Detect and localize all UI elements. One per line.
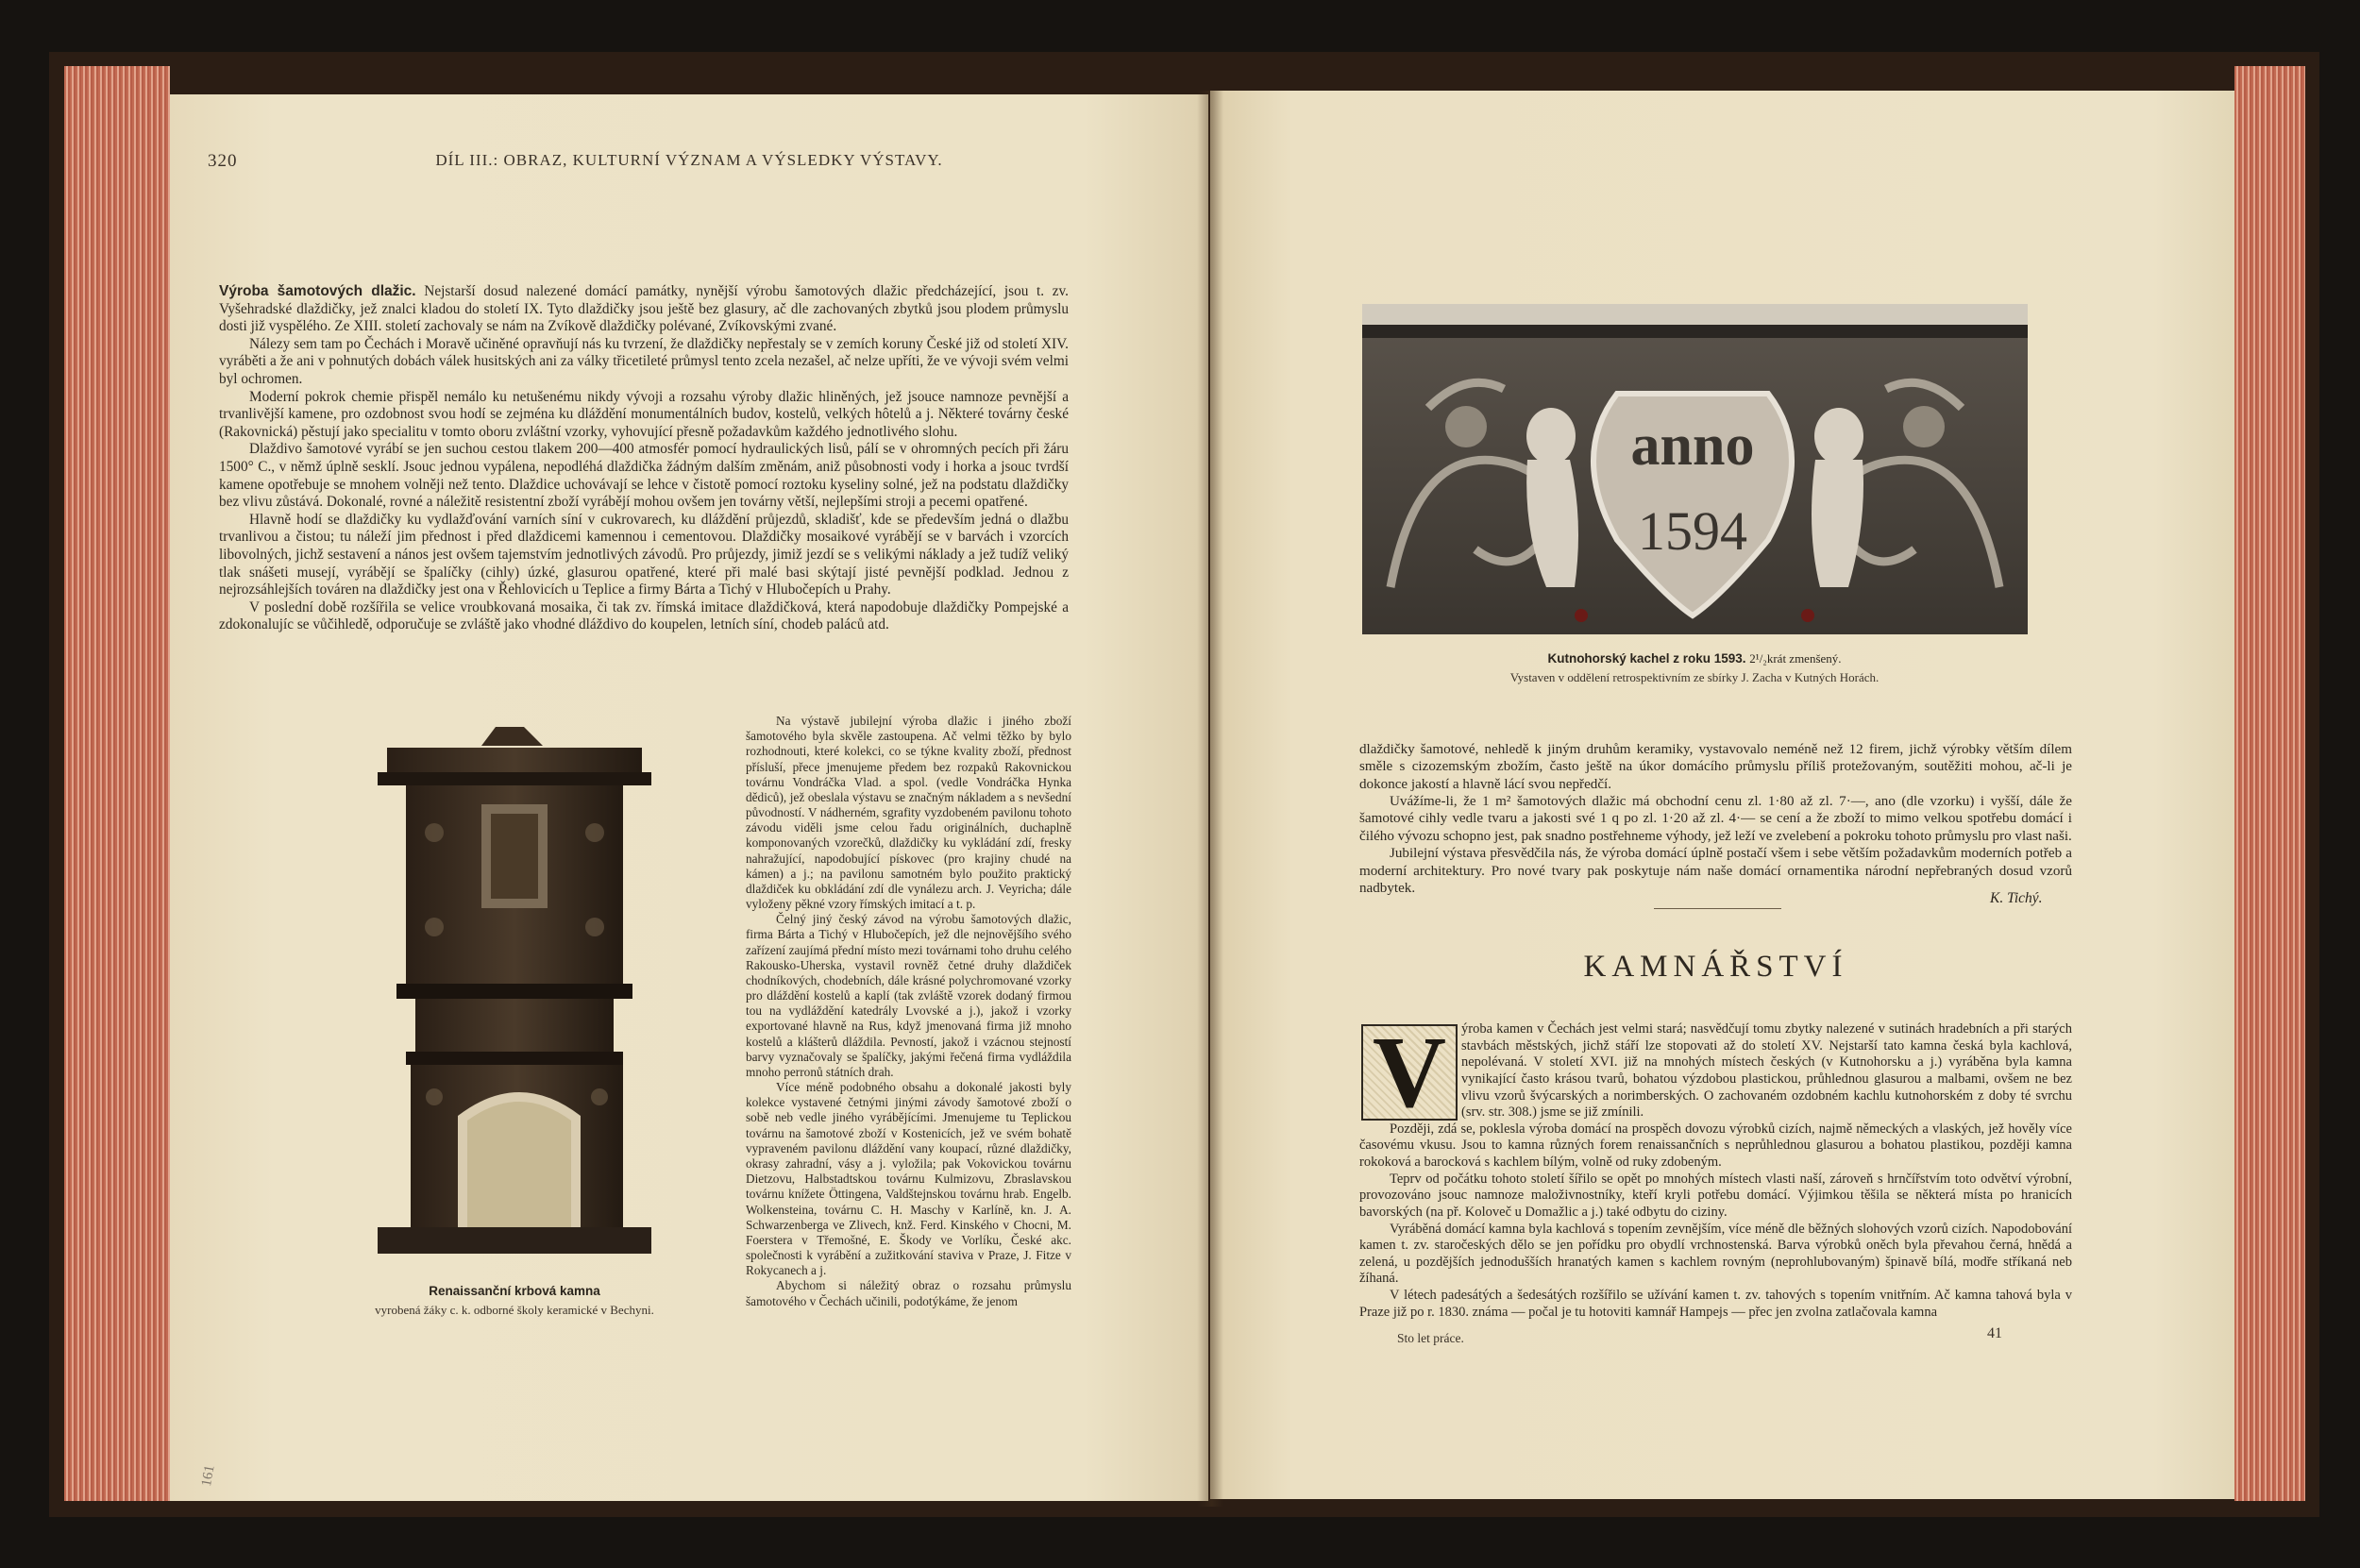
section-heading: Výroba šamotových dlažic. [219,283,416,299]
left-paragraph: Nálezy sem tam po Čechách i Moravě učiněné opravňují nás ku tvrzení, že dlaždičky nepřestaly se v zemích koruny České již od století XIV. vyráběti a že ani v pohnutých dobách válek husitských ani za války třicetileté průmysl tento zcela nezašel, ač nelze upříti, že ve vývoji svém velmi byl ochromen. [219,335,1069,387]
right-paragraph: Teprv od počátku tohoto století šířilo se opět po mnohých místech vlasti naší, zároveň s hrnčířstvím toto odvětví výrobní, provozováno jsouc namnoze maloživnostníky, kteří kryli potřebu domácí. Výjimkou těšila se některá místa po hranicích bavorských (na př. Kolovеč u Domažlic a j.) také odbytu do ciziny. [1359,1171,2072,1220]
left-running-title: DÍL III.: OBRAZ, KULTURNÍ VÝZNAM A VÝSLEDKY VÝSTAVY. [435,151,943,169]
right-paragraph: Uvážíme-li, že 1 m² šamotových dlažic má obchodní cenu zl. 1·80 až zl. 7·—, ano (dle vzorku) i vyšší, dále že šamotové cihly vedle tvaru a jakosti své 1 q po zl. 1·20 až zl. 4·— se cení a že zboží to mimo velkou spotřebu domácí i čilého vývozu schopno jest, pak snadno postřehneme výhody, jež leží ve zvelebení a pokroku tohoto průmyslu pro vlast naši. [1359,794,2072,844]
right-paragraph: dlaždičky šamotové, nehledě k jiným druhům keramiky, vystavovalo neméně než 12 firem, jichž výrobky větším dílem směle s cizozemským zbožím, často ještě na úkor domácího průmyslu příliš protežovaným, soutěžiti mohou, ač-li je dokonce jakostí a hlavně lácí svou nepředčí. [1359,742,2072,792]
left-paragraph: Dlaždivo šamotové vyrábí se jen suchou cestou tlakem 200—400 atmosfér pomocí hydraulických lisů, pálí se v ohromných pecích při žáru 1500° C., v němž úplně sesklí. Jsouc jednou vypálena, nepodléhá dlaždička žádným dalším změnám, aniž působnosti vody i horka a jsouc tvrdší kamene opotřebuje se mnohem volněji než tento. Dlaždice uchovávají se lehce v čistotě pomocí roztoku kyseliny solné, jež na podstatu dlaždičky bez vlivu zůstává. Dokonalé, rovné a náležitě resistentní zboží vyrábějí mohou ovšem jen továrny větší, nejlepšími stroji a pecemi opatřené. [219,441,1069,511]
tile-inscription-word: anno [1630,413,1755,478]
pencil-mark: 161 [198,1463,218,1488]
right-text-top [1359,741,2072,902]
left-column-paragraph: Čelný jiný český závod na výrobu šamotových dlažic, firma Bárta a Tichý v Hlubočepích, jež dle nejnovějšího svého zařízení zaujímá přední místo mezi továrnami toho druhu celého Rakousko-Uherska, vystavil rovněž četné druhy dlaždiček chodníkových, chodebních, dále krásné polychromované vzorky pro dláždění kostelů a kaplí (tak zvláště vzorek dodaný firmou tou na vydláždění katedrály Lvovské a j.), jakož i vzorky exportované hlavně na Rus, když jmenovaná firma již mnoho kostelů a klášterů dláždila. Pevností, jakož i vzácnou stejností barvy vyznačovaly se špalíčky, jakými řečená firma vydláždila mnoho perronů státních drah. [746,912,1071,1079]
tile-figure [1362,304,2028,634]
left-text-top [219,283,1069,713]
left-column-paragraph: Abychom si náležitý obraz o rozsahu průmyslu šamotového v Čechách učinili, podotýkáme, že jenom [746,1278,1071,1308]
left-paragraph: Hlavně hodí se dlaždičky ku vydlažďování varních síní v cukrovarech, ku dláždění průjezdů, skladišť, kde se především jedná o dlažbu trvanlivou a čistou; tu náleží jim přednost i před dlaždicemi kamennou i cementovou. Dlaždičky mosaikové vyrábějí se v barvách i vzorcích libovolných, jichž sestavení a nános jest ovšem tajemstvím jednotlivých závodů. Pro průjezdy, jimiž jezdí se s velikými náklady a jež tudíž veliký tlak snášeti musejí, vyrábějí se špalíčky (cihly) úzké, glasurou opatřené, které při malé basi skýtají jisté pevnější podklad. Jednou z nejrozsáhlejších továren na dlaždičky jest ona v Řehlovicích u Teplice a firmy Bárta a Tichý v Hlubočepích u Prahy. [219,511,1069,599]
tile-caption-scale: 2¹/₂krát zmenšený. [1749,651,1842,666]
drop-cap-letter: V [1373,1017,1446,1129]
right-paragraph: Vyráběná domácí kamna byla kachlová s topením zevnějším, více méně dle běžných slohových vzorů cizích. Napodobování kamen t. zv. staročeských dělo se jen pořídku pro obydlí vrchnostenská. Barva výrobků oněch byla převahou černá, hnědá a zelená, u pozdějších jednodušších hranatých kamen s kachlem rovným (neprohlubovaným) špinavě bílá, modře stříkaná neb žíhaná. [1359,1221,2072,1287]
left-page-edges [64,66,170,1501]
left-text-column [746,714,1071,1327]
section-title: KAMNÁŘSTVÍ [1583,950,1848,984]
right-paragraph: V létech padesátých a šedesátých rozšířilo se užívání kamen t. zv. tahových s topením vnitřním. Ač kamna tahová byla v Praze již po r. 1830. známa — počal je tu hotoviti kamnář Hampejs — přec jen zvolna zatlačovala kamna [1359,1288,2072,1320]
left-paragraph: Moderní pokrok chemie přispěl nemálo ku netušenému nikdy vývoji a rozsahu výroby dlažic hliněných, jež jsouce namnoze pevnější a trvanlivější kamene, pro ozdobnost svou hodí se zejména ku dláždění monumentálních budov, kostelů, velkých hôtelů a j. Některé továrny české (Rakovnická) pěstují jako specialitu v tomto oboru zvláštní vzorky, vyhovující přesně požadavkům každého jednotlivého slohu. [219,388,1069,440]
footer-signature: Sto let práce. [1397,1331,1464,1345]
right-page-edges [2234,66,2305,1501]
author-signature: K. Tichý. [1990,890,2043,906]
tile-caption-name: Kutnohorský kachel z roku 1593. [1547,651,1746,666]
tile-inscription-year: 1594 [1638,500,1747,562]
left-column-paragraph: Na výstavě jubilejní výroba dlažic i jiného zboží šamotového byla skvěle zastoupena. Ač velmi těžko by bylo rozhodnouti, které kolekci, co se týkne kvality zboží, přednost přísluší, přece jmenujeme předem bez rozpaků Rakovnickou továrnu Vondráčka Vlad. a spol. (vedle Vondráčka Hynka dědiců), jež obeslala výstavu se značným nákladem a s nevšední původností. V nádherném, sgrafity vyzdobeném pavilonu tohoto závodu viděli jsme celou řadu originálních, duchaplně komponovaných vzorečků, dlaždičky ku vykládání zdí, fresky nahražující, napodobující pískovec (pro krajiny chudé na kámen) a j.; na pavilonu samotném bylo použito praktický dlaždiček ku obkládání zdí dle vynálezu arch. J. Veyricha; dále vyloženy pěkné vzory římských imitací a t. p. [746,714,1071,912]
right-paragraph: ýroba kamen v Čechách jest velmi stará; nasvědčují tomu zbytky nalezené v sutinách hradebních a při starých stavbách městských, jichž stáří lze stopovati až do století XV. Nejstarší tato kamna česká byla kachlová, nepolévaná. V století XVI. již na mnohých místech českých (v Kutnohorsku a j.) vyráběna byla kamna vynikající často krásou tvarů, bohatou výzdobou plastickou, průhlednou glasurou a malbami, ovšem ne bez vlivu vzorů švýcarských a norimberských. O zachovaném ozdobném kachlu kutnohorském z doby té svrchu (srv. str. 308.) jsme se již zmínili. [1461,1021,2072,1121]
stove-figure [340,719,689,1262]
tile-caption-sub: Vystaven v oddělení retrospektivním ze sbírky J. Zacha v Kutných Horách. [1509,670,1880,684]
renaissance-stove-illustration [340,719,689,1262]
stove-caption-title: Renaissanční krbová kamna [429,1284,600,1298]
right-paragraph: Jubilejní výstava přesvědčila nás, že výroba domácí úplně postačí všem i sebe větším požadavkům moderních potřeb a moderní architektury. Pro nové tvary pak poskytuje nám naše domácí ornamentika národní nepřebraných dosud vzorů nadbytek. [1359,846,2072,896]
right-text-bottom [1359,1017,2072,1324]
section-divider [1654,908,1781,909]
left-column-paragraph: Více méně podobného obsahu a dokonalé jakosti byly kolekce vystavené četnými jinými závody šamotové zboží o sobě neb vedle jiného vyrábějícími. Jmenujeme tu Teplickou továrnu na šamotové zboží v Kostenicích, jež ve svém bohatě vypraveném pavilonu dláždění vany koupací, různé dlaždičky, okrasy zahradní, vásy a j. vyložila; pak Vokovickou továrnu Dietzovu, Halbstadtskou továrnu Kulmizovu, Zbraslavskou továrnu knížete Öttingena, Valdštejnskou továrnu hrab. Engelb. Wolkensteina, továrnu C. H. Maschy v Karlíně, kn. J. A. Schwarzenberga ve Zlivech, knž. Ferd. Kinského v Chocni, M. Foerstera v Třemošné, E. Škody ve Vorlíku, České akc. společnosti k vyrábění a zužitkování staviva v Praze, J. Fitze v Rokycanech a j. [746,1080,1071,1278]
footer-sheet-number: 41 [1987,1325,2002,1341]
tile-caption-title [1359,651,2030,666]
kutna-hora-tile-illustration [1362,304,2028,634]
left-page-number: 320 [208,151,238,171]
left-paragraph: Výroba šamotových dlažic. Nejstarší dosud nalezené domácí památky, nynější výrobu šamotových dlažic předcházející, jsou t. zv. Vyšehradské dlaždičky, jež znalci kladou do století IX. Tyto dlaždičky jsou ještě bez glasury, ač dle zachovaných zbytků jsou plodem průmyslu dosti již vyspělého. Ze XIII. století zachovaly se nám na Zvíkově dlaždičky polévané, Zvíkovskými zvané. [219,283,1069,335]
stove-caption-sub: vyrobená žáky c. k. odborné školy keramické v Bechyni. [375,1303,654,1317]
left-paragraph: V poslední době rozšířila se velice vroubkovaná mosaika, či tak zv. římská imitace dlaždičková, která napodobuje dlaždičky Pompejské a zdokonalujíc se vůčihledě, odporučuje se zvláště jako vhodné dláždivo do koupelen, letních síní, chodeb paláců atd. [219,599,1069,633]
book-gutter [1197,91,1223,1507]
right-paragraph: Později, zdá se, poklesla výroba domácí na prospěch dovozu výrobků cizích, najmě německých a vlaských, jež hověly více časovému vkusu. Jsou to kamna různých forem renaissančních s neprůhlednou glasurou a bohatou plastikou, později kamna rokoková a barocková s kachlem bílým, volně od ruky zdobeným. [1359,1121,2072,1170]
